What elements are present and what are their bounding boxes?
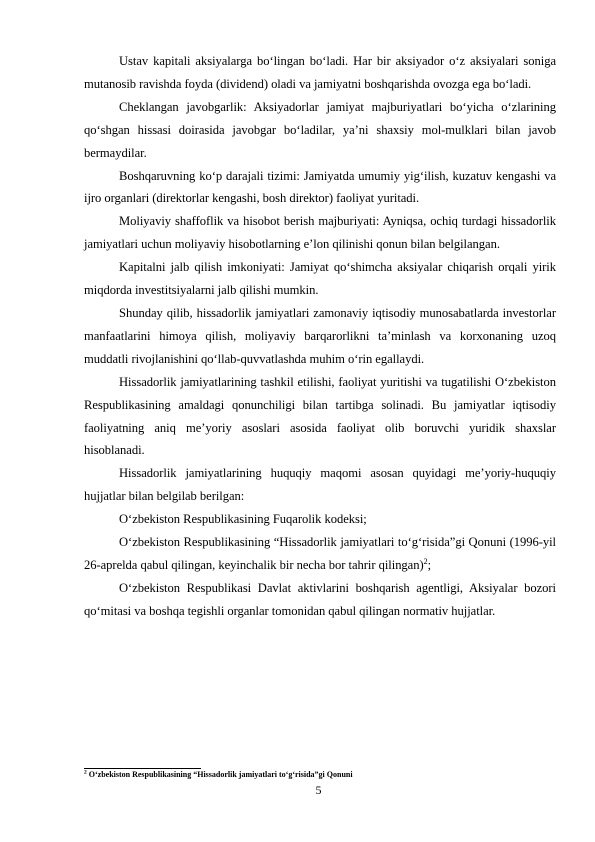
footnote-marker: 2: [84, 769, 87, 776]
paragraph-management-system: Boshqaruvning ko‘p darajali tizimi: Jamiyatda umumiy yig‘ilish, kuzatuv kengashi va ijro organlari (direktorlar kengashi, bosh direktor) faoliyat yuritadi.: [84, 168, 556, 206]
footnote-text: O‘zbekiston Respublikasining “Hissadorlik jamiyatlari to‘g‘risida”gi Qonuni: [86, 770, 353, 779]
paragraph-financial-transparency: Moliyaviy shaffoflik va hisobot berish majburiyati: Ayniqsa, ochiq turdagi hissadorlik jamiyatlari uchun moliyaviy hisobotlarning e’lon qilinishi qonun bilan belgilangan.: [84, 214, 556, 252]
paragraph-limited-liability: Cheklangan javobgarlik: Aksiyadorlar jamiyat majburiyatlari bo‘yicha o‘zlarining qo‘shgan hissasi doirasida javobgar bo‘ladilar, ya’ni shaxsiy mol-mulklari bilan javob bermaydilar.: [84, 99, 556, 160]
page-number-container: [0, 783, 595, 797]
footnote-divider: [84, 768, 201, 769]
footnote: [84, 770, 556, 780]
paragraph-charter-capital: Ustav kapitali aksiyalarga bo‘lingan bo‘ladi. Har bir aksiyador o‘z aksiyalari soniga mutanosib ravishda foyda (dividend) oladi va jamiyatni boshqarishda ovozga ega bo‘ladi.: [84, 54, 556, 91]
joint-stock-law-text: O‘zbekiston Respublikasining “Hissadorlik jamiyatlari to‘g‘risida”gi Qonuni (1996-yil 26-aprelda qabul qilingan, keyinchalik bir necha bor tahrir qilingan): [84, 535, 556, 572]
paragraph-summary: Shunday qilib, hissadorlik jamiyatlari zamonaviy iqtisodiy munosabatlarda investorlar manfaatlarini himoya qilish, moliyaviy barqarorlikni ta’minlash va korxonaning uzoq muddatli rivojlanishini qo‘llab-quvvatlashda muhim o‘rin egallaydi.: [84, 305, 556, 366]
paragraph-legal-regulation: Hissadorlik jamiyatlarining tashkil etilishi, faoliyat yuritishi va tugatilishi O‘zbekiston Respublikasining amaldagi qonunchiligi bilan tartibga solinadi. Bu jamiyatlar iqtisodiy faoliyatning aniq me’yoriy asoslari asosida faoliyat olib boruvchi yuridik shaxslar hisoblanadi.: [84, 374, 556, 458]
paragraph-joint-stock-law: [84, 531, 556, 577]
footnote-reference[interactable]: 2: [423, 556, 428, 566]
page-number: 5: [315, 783, 322, 797]
joint-stock-law-tail: ;: [427, 557, 432, 572]
paragraph-capital-raising: Kapitalni jalb qilish imkoniyati: Jamiyat qo‘shimcha aksiyalar chiqarish orqali yirik miqdorda investitsiyalarni jalb qilishi mumkin.: [84, 260, 556, 298]
paragraph-legal-status: Hissadorlik jamiyatlarining huquqiy maqomi asosan quyidagi me’yoriy-huquqiy hujjatlar bilan belgilab berilgan:: [84, 466, 556, 504]
paragraph-civil-code: O‘zbekiston Respublikasining Fuqarolik kodeksi;: [119, 512, 367, 527]
document-body: [84, 50, 556, 623]
paragraph-normative-documents: O‘zbekiston Respublikasi Davlat aktivlarini boshqarish agentligi, Aksiyalar bozori qo‘mitasi va boshqa tegishli organlar tomonidan qabul qilingan normativ hujjatlar.: [84, 580, 556, 618]
